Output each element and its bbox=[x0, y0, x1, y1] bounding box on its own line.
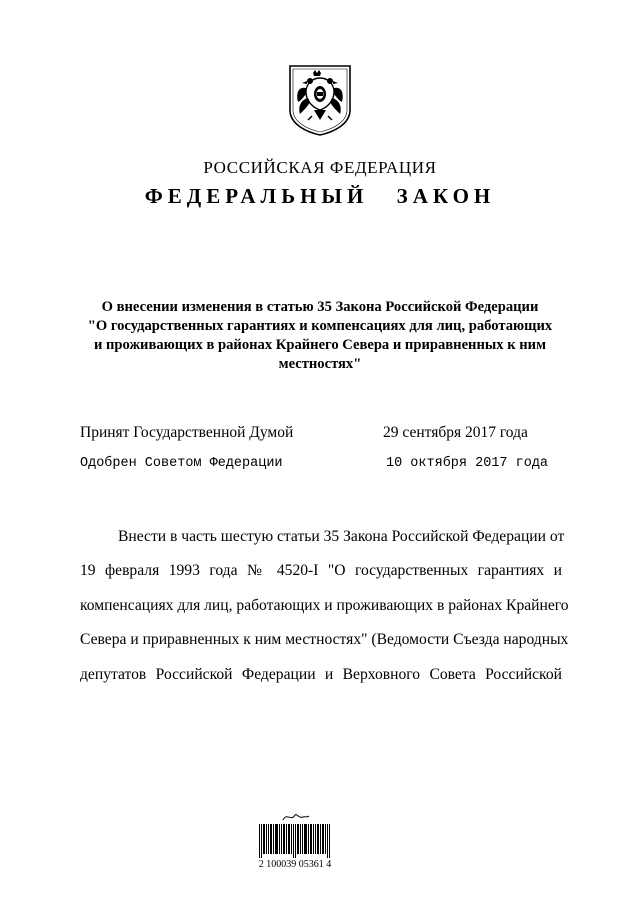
body-line: Севера и приравненных к ним местностях" (Ведомости Съезда народных bbox=[80, 631, 569, 648]
country-heading: РОССИЙСКАЯ ФЕДЕРАЦИЯ bbox=[203, 158, 437, 177]
body-line: депутатов Российской Федерации и Верховного Совета Российской bbox=[80, 666, 562, 683]
signature-mark bbox=[253, 810, 337, 824]
subject-line: и проживающих в районах Крайнего Севера и приравненных к ним bbox=[93, 337, 547, 353]
subject-line: О внесении изменения в статью 35 Закона Российской Федерации bbox=[101, 299, 539, 315]
approval-council-row bbox=[80, 456, 580, 478]
barcode-number: 2 100039 05361 4 bbox=[258, 859, 332, 870]
document-barcode bbox=[253, 810, 337, 872]
law-type-title: ФЕДЕРАЛЬНЫЙ ЗАКОН bbox=[144, 184, 496, 208]
coat-of-arms-emblem bbox=[288, 64, 352, 136]
body-line: компенсациях для лиц, работающих и проживающих в районах Крайнего bbox=[80, 597, 569, 614]
subject-line: местностях" bbox=[278, 356, 362, 372]
double-headed-eagle-icon bbox=[288, 64, 352, 136]
approval-label: Одобрен Советом Федерации bbox=[80, 456, 283, 471]
adoption-label: Принят Государственной Думой bbox=[80, 424, 294, 441]
barcode-bars bbox=[259, 824, 331, 858]
adoption-date: 29 сентября 2017 года bbox=[383, 424, 528, 441]
subject-line: "О государственных гарантиях и компенсациях для лиц, работающих bbox=[87, 318, 553, 334]
approval-date: 10 октября 2017 года bbox=[386, 456, 549, 471]
body-line: 19 февраля 1993 года № 4520-I "О государственных гарантиях и bbox=[80, 562, 562, 579]
adoption-duma-row bbox=[80, 424, 580, 446]
body-line: Внести в часть шестую статьи 35 Закона Российской Федерации от bbox=[118, 528, 565, 545]
law-subject-title bbox=[80, 298, 560, 374]
